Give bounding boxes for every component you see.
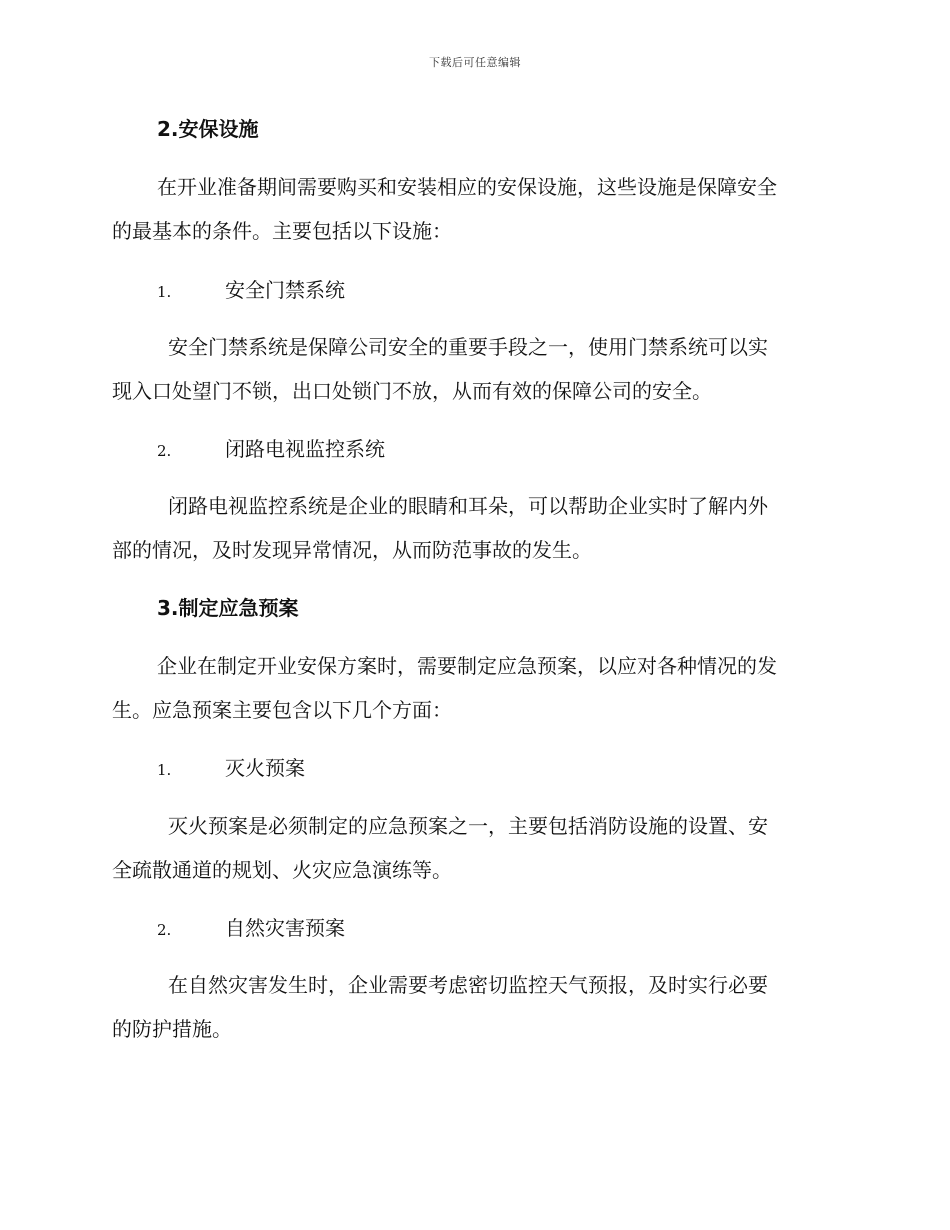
list-item-description-line: 现入口处望门不锁，出口处锁门不放，从而有效的保障公司的安全。 bbox=[112, 379, 712, 403]
section-heading-emergency-plan: 3.制定应急预案 bbox=[157, 596, 299, 620]
list-item-description-line: 的防护措施。 bbox=[112, 1017, 232, 1041]
section-intro-line: 的最基本的条件。主要包括以下设施： bbox=[112, 219, 452, 243]
list-item-description-line: 灭火预案是必须制定的应急预案之一，主要包括消防设施的设置、安 bbox=[168, 814, 768, 838]
list-item-access-control bbox=[157, 278, 345, 304]
list-item-title: 自然灾害预案 bbox=[225, 916, 345, 940]
list-item-number: 2. bbox=[157, 921, 172, 939]
section-intro-line: 在开业准备期间需要购买和安装相应的安保设施，这些设施是保障安全 bbox=[157, 175, 777, 199]
list-item-number: 1. bbox=[157, 761, 172, 779]
list-item-description-line: 闭路电视监控系统是企业的眼睛和耳朵，可以帮助企业实时了解内外 bbox=[168, 494, 768, 518]
list-item-description-line: 在自然灾害发生时，企业需要考虑密切监控天气预报，及时实行必要 bbox=[168, 973, 768, 997]
list-item-title: 闭路电视监控系统 bbox=[225, 437, 385, 461]
section-intro-line: 生。应急预案主要包含以下几个方面： bbox=[112, 698, 452, 722]
list-item-natural-disaster-plan bbox=[157, 916, 345, 942]
list-item-number: 2. bbox=[157, 442, 172, 460]
list-item-title: 灭火预案 bbox=[225, 756, 305, 780]
section-intro-line: 企业在制定开业安保方案时，需要制定应急预案，以应对各种情况的发 bbox=[157, 654, 777, 678]
list-item-description-line: 安全门禁系统是保障公司安全的重要手段之一，使用门禁系统可以实 bbox=[168, 335, 768, 359]
list-item-number: 1. bbox=[157, 283, 172, 301]
list-item-title: 安全门禁系统 bbox=[225, 278, 345, 302]
page-header: 下载后可任意编辑 bbox=[429, 56, 521, 69]
list-item-fire-plan bbox=[157, 756, 305, 782]
list-item-description-line: 全疏散通道的规划、火灾应急演练等。 bbox=[112, 858, 452, 882]
list-item-cctv bbox=[157, 437, 385, 463]
list-item-description-line: 部的情况，及时发现异常情况，从而防范事故的发生。 bbox=[112, 538, 592, 562]
section-heading-security-facilities: 2.安保设施 bbox=[157, 117, 259, 141]
